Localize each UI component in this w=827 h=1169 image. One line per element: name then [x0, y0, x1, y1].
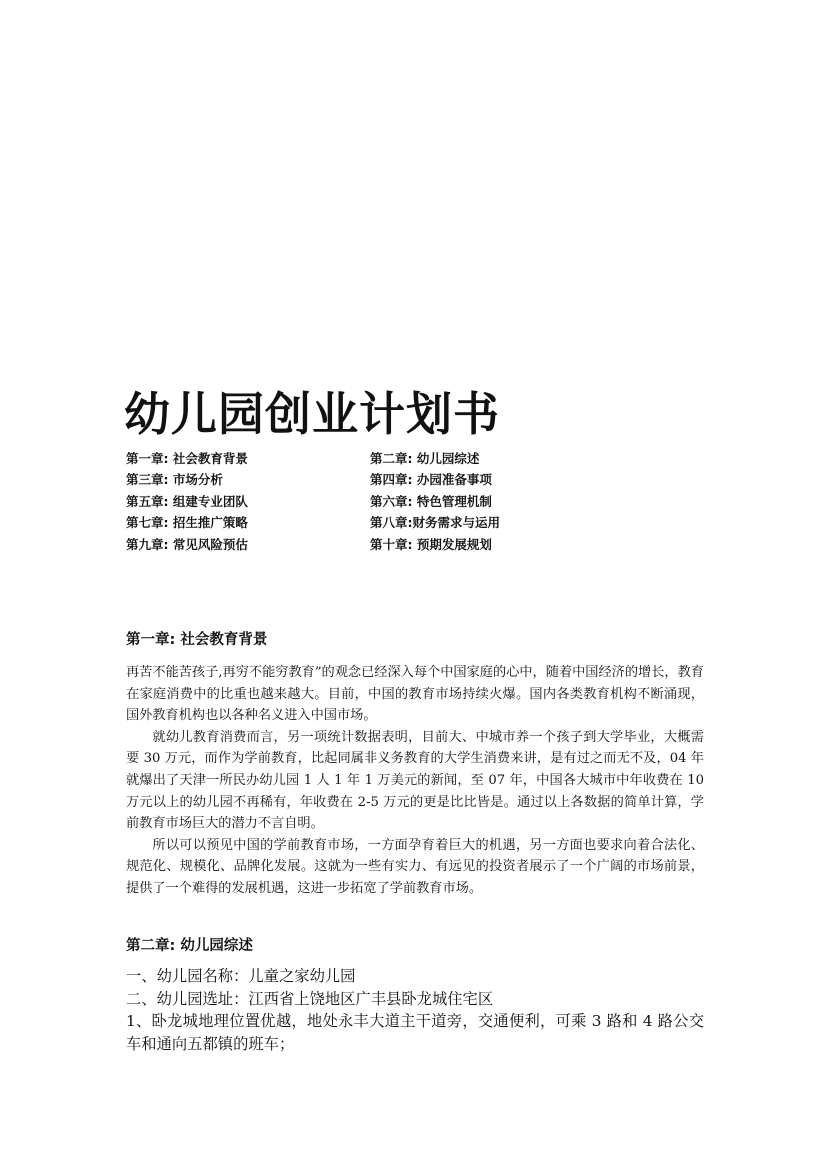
paragraph: 就幼儿教育消费而言，另一项统计数据表明，目前大、中城市养一个孩子到大学毕业，大概需要 30 万元，而作为学前教育，比起同属非义务教育的大学生消费来讲，是有过之而无不及，04 年就爆出了天津一所民办幼儿园 1 人 1 年 1 万美元的新闻，至 07 年，中国各大城市中年收费在 10 万元以上的幼儿园不再稀有，年收费在 2-5 万元的更是比比皆是。通过以上各数据的简单计算，学前教育市场巨大的潜力不言自明。 [126, 729, 704, 832]
toc-entry: 第七章: 招生推广策略 [126, 515, 248, 531]
toc-entry: 第十章: 预期发展规划 [370, 536, 492, 552]
toc-entry: 第一章: 社会教育背景 [126, 450, 248, 466]
document-title: 幼儿园创业计划书 [124, 387, 500, 441]
toc-entry: 第五章: 组建专业团队 [126, 493, 248, 509]
toc-row [126, 469, 546, 491]
paragraph: 所以可以预见中国的学前教育市场，一方面孕育着巨大的机遇，另一方面也要求向着合法化、规范化、规模化、品牌化发展。这就为一些有实力、有远见的投资者展示了一个广阔的市场前景，提供了一个难得的发展机遇，这进一步拓宽了学前教育市场。 [126, 837, 704, 896]
chapter-2-heading: 第二章: 幼儿园综述 [126, 938, 253, 954]
toc-entry: 第六章: 特色管理机制 [370, 493, 492, 509]
toc-row [126, 533, 546, 555]
toc-entry: 第八章:财务需求与运用 [370, 515, 500, 531]
list-item: 1、卧龙城地理位置优越，地处永丰大道主干道旁，交通便利，可乘 3 路和 4 路公交车和通向五都镇的班车； [126, 1012, 704, 1053]
toc-row [126, 447, 546, 469]
toc-row [126, 512, 546, 534]
chapter-1-heading: 第一章: 社会教育背景 [126, 632, 268, 648]
list-item: 二、幼儿园选址：江西省上饶地区广丰县卧龙城住宅区 [126, 989, 494, 1008]
chapter-2-body [126, 965, 704, 1055]
paragraph: 再苦不能苦孩子,再穷不能穷教育”的观念已经深入每个中国家庭的心中，随着中国经济的增长，教育在家庭消费中的比重也越来越大。目前，中国的教育市场持续火爆。国内各类教育机构不断涌现，国外教育机构也以各种名义进入中国市场。 [126, 665, 704, 724]
chapter-1-body [126, 662, 704, 900]
toc-entry: 第九章: 常见风险预估 [126, 536, 248, 552]
list-item: 一、幼儿园名称：儿童之家幼儿园 [126, 967, 356, 985]
toc-entry: 第三章: 市场分析 [126, 472, 223, 488]
table-of-contents [126, 447, 546, 555]
toc-entry: 第二章: 幼儿园综述 [370, 450, 480, 466]
toc-row [126, 490, 546, 512]
toc-entry: 第四章: 办园准备事项 [370, 472, 492, 488]
